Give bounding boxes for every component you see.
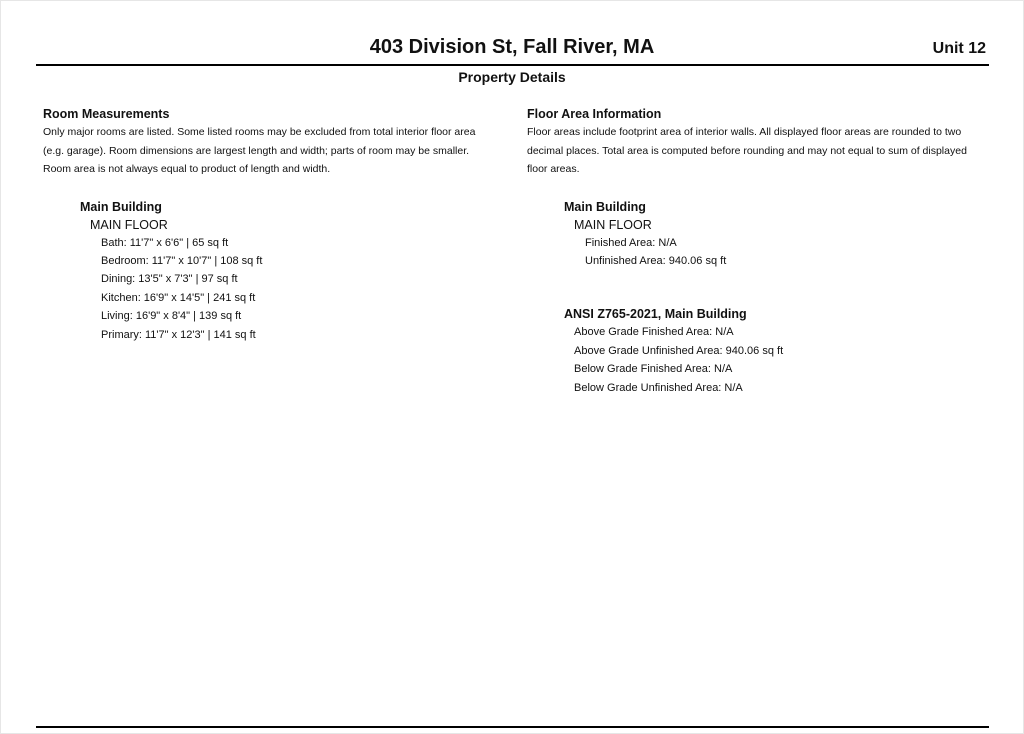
- area-row: Unfinished Area: 940.06 sq ft: [585, 254, 727, 267]
- floor-area-heading: Floor Area Information: [527, 107, 662, 121]
- room-measurements-heading: Room Measurements: [43, 107, 170, 121]
- room-row: Bedroom: 11'7" x 10'7" | 108 sq ft: [101, 254, 263, 267]
- note-line: Only major rooms are listed. Some listed rooms may be excluded from total interior floor area: [43, 126, 476, 138]
- ansi-row: Above Grade Unfinished Area: 940.06 sq ft: [574, 344, 784, 357]
- page-subtitle: Property Details: [458, 69, 566, 85]
- ansi-heading: ANSI Z765-2021, Main Building: [564, 307, 747, 322]
- building-name: Main Building: [80, 199, 162, 214]
- floor-area-note: [527, 123, 997, 179]
- room-measurements-note: [43, 123, 513, 179]
- building-name: Main Building: [564, 199, 646, 214]
- room-row: Bath: 11'7" x 6'6" | 65 sq ft: [101, 236, 229, 249]
- page-title: 403 Division St, Fall River, MA: [369, 36, 655, 58]
- room-row: Living: 16'9" x 8'4" | 139 sq ft: [101, 310, 242, 323]
- room-group: [43, 198, 513, 344]
- area-row: Finished Area: N/A: [585, 236, 677, 249]
- floor-area-section: [527, 106, 997, 397]
- bottom-divider: [36, 726, 989, 728]
- ansi-row: Below Grade Unfinished Area: N/A: [574, 381, 743, 394]
- ansi-row: Above Grade Finished Area: N/A: [574, 326, 734, 339]
- floor-name: MAIN FLOOR: [90, 217, 168, 232]
- area-group: [527, 198, 997, 271]
- top-divider: [36, 64, 989, 66]
- note-line: floor areas.: [527, 163, 580, 175]
- note-line: Room area is not always equal to product of length and width.: [43, 163, 331, 175]
- note-line: Floor areas include footprint area of interior walls. All displayed floor areas are rounded to two: [527, 126, 962, 138]
- floor-name: MAIN FLOOR: [574, 217, 652, 232]
- note-line: (e.g. garage). Room dimensions are largest length and width; parts of room may be smaller.: [43, 144, 470, 157]
- note-line: decimal places. Total area is computed before rounding and may not equal to sum of displayed: [527, 144, 967, 157]
- ansi-group: [527, 305, 997, 397]
- room-row: Kitchen: 16'9" x 14'5" | 241 sq ft: [101, 291, 256, 304]
- unit-label: Unit 12: [932, 40, 986, 57]
- room-row: Primary: 11'7" x 12'3" | 141 sq ft: [101, 328, 256, 341]
- room-measurements-section: [43, 106, 513, 344]
- room-row: Dining: 13'5" x 7'3" | 97 sq ft: [101, 273, 238, 286]
- ansi-row: Below Grade Finished Area: N/A: [574, 363, 733, 376]
